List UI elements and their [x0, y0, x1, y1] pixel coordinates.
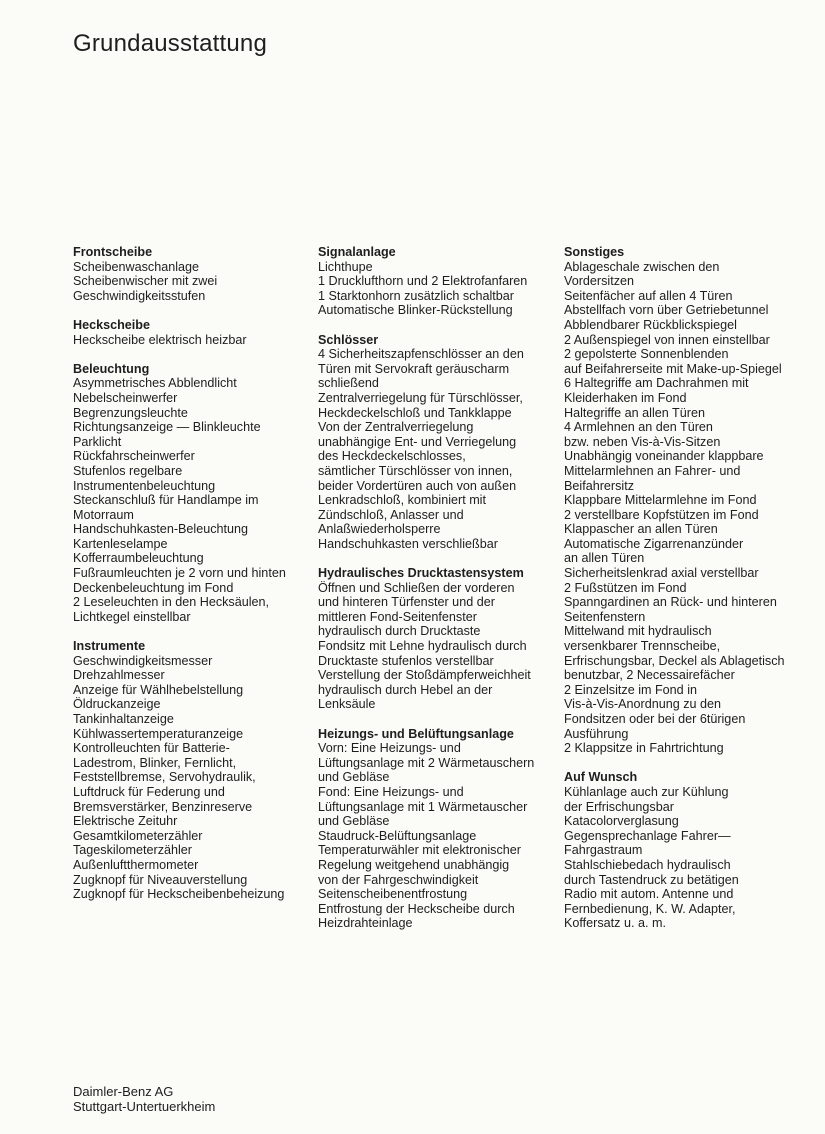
spec-line: Heckscheibe elektrisch heizbar: [73, 332, 247, 347]
spec-line: Fahrgastraum: [564, 843, 643, 858]
spec-line: bzw. neben Vis-à-Vis-Sitzen: [564, 434, 721, 449]
spec-line: 4 Sicherheitszapfenschlösser an den: [318, 347, 524, 362]
section-heading: Schlösser: [318, 332, 379, 347]
spec-line: 2 Klappsitze in Fahrtrichtung: [564, 741, 724, 756]
spec-section: [73, 318, 308, 347]
spec-line: Vorn: Eine Heizungs- und: [318, 741, 461, 756]
spec-line: 2 Fußstützen im Fond: [564, 580, 687, 595]
spec-line: Kühlwassertemperaturanzeige: [73, 726, 244, 741]
spec-line: Spanngardinen an Rück- und hinteren: [564, 595, 777, 610]
spec-line: Vis-à-Vis-Anordnung zu den: [564, 697, 722, 712]
spec-line: des Heckdeckelschlosses,: [318, 449, 466, 464]
column-3: [564, 245, 804, 946]
spec-line: Deckenbeleuchtung im Fond: [73, 580, 234, 595]
spec-line: Fondsitzen oder bei der 6türigen: [564, 712, 746, 726]
spec-line: der Erfrischungsbar: [564, 799, 674, 814]
spec-line: Elektrische Zeituhr: [73, 814, 178, 829]
spec-line: Beifahrersitz: [564, 478, 634, 493]
spec-line: Geschwindigkeitsstufen: [73, 288, 206, 303]
spec-section: [318, 566, 553, 712]
spec-line: Verstellung der Stoßdämpferweichheit: [318, 668, 531, 683]
spec-line: Luftdruck für Federung und: [73, 784, 225, 799]
spec-line: Parklicht: [73, 434, 122, 449]
spec-line: 2 gepolsterte Sonnenblenden: [564, 347, 729, 362]
spec-line: Scheibenwischer mit zwei: [73, 274, 218, 289]
spec-section: [564, 770, 804, 931]
spec-line: Asymmetrisches Abblendlicht: [73, 376, 237, 391]
spec-line: Haltegriffe an allen Türen: [564, 405, 705, 420]
column-1: [73, 245, 308, 916]
section-heading: Signalanlage: [318, 245, 396, 259]
spec-line: Fondsitz mit Lehne hydraulisch durch: [318, 639, 527, 654]
spec-line: benutzbar, 2 Necessairefächer: [564, 668, 735, 683]
spec-line: Fernbedienung, K. W. Adapter,: [564, 901, 736, 916]
spec-line: Ladestrom, Blinker, Fernlicht,: [73, 755, 237, 770]
spec-section: [73, 362, 308, 625]
spec-line: Automatische Blinker-Rückstellung: [318, 303, 513, 318]
spec-line: Lenkradschloß, kombiniert mit: [318, 493, 486, 508]
spec-line: Gesamtkilometerzähler: [73, 828, 203, 843]
spec-line: Stufenlos regelbare: [73, 463, 183, 478]
spec-line: Mittelwand mit hydraulisch: [564, 624, 712, 639]
spec-line: hydraulisch durch Hebel an der: [318, 682, 493, 697]
spec-line: Tankinhaltanzeige: [73, 712, 174, 726]
spec-line: 1 Starktonhorn zusätzlich schaltbar: [318, 288, 515, 303]
spec-line: schließend: [318, 376, 379, 391]
spec-line: Klappascher an allen Türen: [564, 522, 718, 537]
spec-line: Seitenfächer auf allen 4 Türen: [564, 288, 733, 303]
spec-line: Geschwindigkeitsmesser: [73, 653, 213, 668]
spec-line: 1 Drucklufthorn und 2 Elektrofanfaren: [318, 274, 528, 289]
spec-line: Fond: Eine Heizungs- und: [318, 784, 464, 799]
spec-line: Seitenscheibenentfrostung: [318, 887, 468, 902]
section-heading: Sonstiges: [564, 245, 625, 259]
spec-line: Instrumentenbeleuchtung: [73, 478, 216, 493]
spec-line: und hinteren Türfenster und der: [318, 595, 495, 610]
spec-line: Unabhängig voneinander klappbare: [564, 449, 764, 464]
spec-line: Ablageschale zwischen den: [564, 259, 720, 274]
section-heading: Hydraulisches Drucktastensystem: [318, 566, 524, 581]
spec-line: Türen mit Servokraft geräuscharm: [318, 361, 510, 376]
spec-line: Rückfahrscheinwerfer: [73, 449, 195, 464]
spec-line: hydraulisch durch Drucktaste: [318, 624, 481, 639]
spec-line: Kleiderhaken im Fond: [564, 390, 687, 405]
spec-section: [73, 639, 308, 902]
spec-line: Anzeige für Wählhebelstellung: [73, 682, 244, 697]
spec-line: Lüftungsanlage mit 1 Wärmetauscher: [318, 799, 528, 814]
spec-line: Lichthupe: [318, 259, 373, 274]
spec-line: 2 verstellbare Kopfstützen im Fond: [564, 507, 759, 522]
footer-company: Daimler-Benz AG: [73, 1084, 174, 1099]
spec-line: Ausführung: [564, 726, 629, 741]
spec-line: Kartenleselampe: [73, 536, 168, 551]
spec-line: durch Tastendruck zu betätigen: [564, 872, 739, 887]
spec-line: Steckanschluß für Handlampe im: [73, 493, 259, 508]
spec-line: Heizdrahteinlage: [318, 916, 413, 931]
section-heading: Instrumente: [73, 639, 146, 654]
spec-line: Radio mit autom. Antenne und: [564, 887, 734, 902]
spec-line: Drucktaste stufenlos verstellbar: [318, 653, 494, 668]
spec-line: Gegensprechanlage Fahrer—: [564, 828, 731, 843]
spec-line: Abblendbarer Rückblickspiegel: [564, 317, 737, 332]
spec-line: Anlaßwiederholsperre: [318, 522, 441, 537]
spec-line: Sicherheitslenkrad axial verstellbar: [564, 566, 759, 581]
section-heading: Frontscheibe: [73, 245, 153, 259]
spec-line: 4 Armlehnen an den Türen: [564, 420, 713, 435]
spec-line: Lenksäule: [318, 697, 376, 712]
spec-line: unabhängige Ent- und Verriegelung: [318, 434, 517, 449]
spec-line: Öffnen und Schließen der vorderen: [318, 580, 515, 595]
spec-line: Lichtkegel einstellbar: [73, 609, 191, 624]
spec-line: Seitenfenstern: [564, 609, 646, 624]
spec-line: Tageskilometerzähler: [73, 843, 192, 858]
spec-line: mittleren Fond-Seitenfenster: [318, 609, 477, 624]
spec-line: 2 Einzelsitze im Fond in: [564, 682, 697, 697]
spec-line: Staudruck-Belüftungsanlage: [318, 828, 477, 843]
spec-line: von der Fahrgeschwindigkeit: [318, 872, 479, 887]
spec-line: Drehzahlmesser: [73, 668, 165, 683]
column-2: [318, 245, 553, 946]
spec-line: Feststellbremse, Servohydraulik,: [73, 770, 256, 785]
spec-line: Begrenzungsleuchte: [73, 405, 188, 420]
spec-line: Fußraumleuchten je 2 vorn und hinten: [73, 566, 286, 581]
spec-line: Klappbare Mittelarmlehne im Fond: [564, 493, 757, 508]
spec-line: Regelung weitgehend unabhängig: [318, 857, 510, 872]
spec-line: versenkbarer Trennscheibe,: [564, 639, 721, 654]
spec-line: Nebelscheinwerfer: [73, 390, 178, 405]
spec-line: Kühlanlage auch zur Kühlung: [564, 784, 729, 799]
spec-section: [318, 727, 553, 931]
spec-line: Koffersatz u. a. m.: [564, 916, 666, 931]
spec-line: Scheibenwaschanlage: [73, 259, 200, 274]
spec-line: Automatische Zigarrenanzünder: [564, 536, 744, 551]
footer-location: Stuttgart-Untertuerkheim: [73, 1099, 216, 1114]
spec-line: und Gebläse: [318, 814, 390, 829]
spec-line: und Gebläse: [318, 770, 390, 785]
spec-line: Zugknopf für Niveauverstellung: [73, 872, 248, 887]
spec-line: Temperaturwähler mit elektronischer: [318, 843, 521, 858]
spec-section: [318, 245, 553, 318]
spec-line: sämtlicher Türschlösser von innen,: [318, 463, 513, 478]
spec-line: 2 Außenspiegel von innen einstellbar: [564, 332, 770, 347]
spec-line: beider Vordertüren auch von außen: [318, 478, 517, 493]
page-title: Grundausstattung: [73, 30, 267, 57]
spec-line: Stahlschiebedach hydraulisch: [564, 857, 731, 872]
spec-line: Von der Zentralverriegelung: [318, 420, 474, 435]
footer: [73, 1084, 215, 1114]
spec-line: an allen Türen: [564, 551, 645, 566]
spec-line: 6 Haltegriffe am Dachrahmen mit: [564, 376, 749, 391]
spec-line: Mittelarmlehnen an Fahrer- und: [564, 463, 741, 478]
spec-line: Kontrolleuchten für Batterie-: [73, 741, 230, 756]
section-heading: Beleuchtung: [73, 361, 150, 376]
spec-line: Öldruckanzeige: [73, 697, 161, 712]
spec-section: [318, 333, 553, 552]
spec-line: Richtungsanzeige — Blinkleuchte: [73, 420, 261, 435]
section-heading: Auf Wunsch: [564, 770, 638, 785]
spec-section: [564, 245, 804, 756]
spec-line: Außenluftthermometer: [73, 857, 199, 872]
spec-line: Lüftungsanlage mit 2 Wärmetauschern: [318, 755, 535, 770]
spec-line: Zündschloß, Anlasser und: [318, 507, 464, 522]
spec-line: Vordersitzen: [564, 274, 635, 289]
section-heading: Heckscheibe: [73, 317, 151, 332]
spec-line: 2 Leseleuchten in den Hecksäulen,: [73, 595, 270, 610]
spec-line: Katacolorverglasung: [564, 814, 679, 829]
spec-line: Handschuhkasten verschließbar: [318, 536, 498, 551]
spec-section: [73, 245, 308, 303]
spec-line: Bremsverstärker, Benzinreserve: [73, 799, 253, 814]
section-heading: Heizungs- und Belüftungsanlage: [318, 726, 514, 741]
spec-line: Handschuhkasten-Beleuchtung: [73, 522, 249, 537]
spec-line: Kofferraumbeleuchtung: [73, 551, 204, 566]
spec-line: Erfrischungsbar, Deckel als Ablagetisch: [564, 653, 785, 668]
spec-line: Zentralverriegelung für Türschlösser,: [318, 390, 523, 405]
spec-line: Zugknopf für Heckscheibenbeheizung: [73, 887, 285, 902]
spec-line: Motorraum: [73, 507, 134, 522]
spec-line: Heckdeckelschloß und Tankklappe: [318, 405, 512, 420]
spec-line: Abstellfach vorn über Getriebetunnel: [564, 303, 769, 318]
spec-line: Entfrostung der Heckscheibe durch: [318, 901, 515, 916]
spec-line: auf Beifahrerseite mit Make-up-Spiegel: [564, 361, 782, 376]
